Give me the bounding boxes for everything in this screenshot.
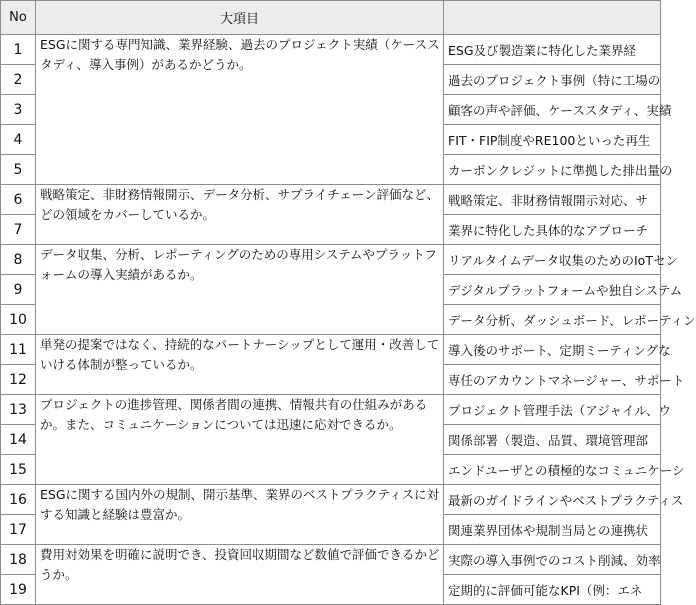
header-category[interactable]: 大項目 bbox=[36, 1, 444, 35]
row-number[interactable]: 13 bbox=[1, 395, 36, 425]
detail-cell[interactable]: 定期的に評価可能なKPI（例：エネ bbox=[444, 575, 661, 605]
category-cell[interactable]: 単発の提案ではなく、持続的なパートナーシップとして運用・改善していける体制が整っているか。 bbox=[36, 335, 444, 395]
category-cell[interactable]: 戦略策定、非財務情報開示、データ分析、サプライチェーン評価など、どの領域をカバーしているか。 bbox=[36, 185, 444, 245]
detail-cell[interactable]: エンドユーザとの積極的なコミュニケーシ bbox=[444, 455, 661, 485]
detail-cell[interactable]: カーボンクレジットに準拠した排出量の bbox=[444, 155, 661, 185]
detail-cell[interactable]: 過去のプロジェクト事例（特に工場の bbox=[444, 65, 661, 95]
row-number[interactable]: 12 bbox=[1, 365, 36, 395]
detail-cell[interactable]: 関係部署（製造、品質、環境管理部 bbox=[444, 425, 661, 455]
row-number[interactable]: 7 bbox=[1, 215, 36, 245]
detail-cell[interactable]: 顧客の声や評価、ケーススタディ、実績 bbox=[444, 95, 661, 125]
detail-cell[interactable]: プロジェクト管理手法（アジャイル、ウ bbox=[444, 395, 661, 425]
detail-cell[interactable]: 最新のガイドラインやベストプラクティス bbox=[444, 485, 661, 515]
row-number[interactable]: 16 bbox=[1, 485, 36, 515]
row-number[interactable]: 18 bbox=[1, 545, 36, 575]
header-detail[interactable] bbox=[444, 1, 661, 35]
category-cell[interactable]: ESGに関する専門知識、業界経験、過去のプロジェクト実績（ケーススタディ、導入事例）があるかどうか。 bbox=[36, 35, 444, 185]
detail-cell[interactable]: 導入後のサポート、定期ミーティングな bbox=[444, 335, 661, 365]
row-number[interactable]: 9 bbox=[1, 275, 36, 305]
detail-cell[interactable]: データ分析、ダッシュボード、レポーティン bbox=[444, 305, 661, 335]
detail-cell[interactable]: リアルタイムデータ収集のためのIoTセン bbox=[444, 245, 661, 275]
row-number[interactable]: 14 bbox=[1, 425, 36, 455]
row-number[interactable]: 1 bbox=[1, 35, 36, 65]
category-cell[interactable]: 費用対効果を明確に説明でき、投資回収期間など数値で評価できるかどうか。 bbox=[36, 545, 444, 605]
detail-cell[interactable]: デジタルプラットフォームや独自システム bbox=[444, 275, 661, 305]
detail-cell[interactable]: ESG及び製造業に特化した業界経 bbox=[444, 35, 661, 65]
category-cell[interactable]: データ収集、分析、レポーティングのための専用システムやプラットフォームの導入実績があるか。 bbox=[36, 245, 444, 335]
header-no[interactable]: No bbox=[1, 1, 36, 35]
detail-cell[interactable]: 実際の導入事例でのコスト削減、効率 bbox=[444, 545, 661, 575]
row-number[interactable]: 17 bbox=[1, 515, 36, 545]
detail-cell[interactable]: 戦略策定、非財務情報開示対応、サ bbox=[444, 185, 661, 215]
row-number[interactable]: 15 bbox=[1, 455, 36, 485]
row-number[interactable]: 11 bbox=[1, 335, 36, 365]
row-number[interactable]: 6 bbox=[1, 185, 36, 215]
detail-cell[interactable]: FIT・FIP制度やRE100といった再生 bbox=[444, 125, 661, 155]
table-row bbox=[1, 395, 661, 425]
category-cell[interactable]: ESGに関する国内外の規制、開示基準、業界のベストプラクティスに対する知識と経験は豊富か。 bbox=[36, 485, 444, 545]
detail-cell[interactable]: 業界に特化した具体的なアプローチ bbox=[444, 215, 661, 245]
table-row bbox=[1, 335, 661, 365]
row-number[interactable]: 10 bbox=[1, 305, 36, 335]
table-row bbox=[1, 35, 661, 65]
table-row bbox=[1, 485, 661, 515]
row-number[interactable]: 5 bbox=[1, 155, 36, 185]
row-number[interactable]: 4 bbox=[1, 125, 36, 155]
row-number[interactable]: 8 bbox=[1, 245, 36, 275]
table-row bbox=[1, 245, 661, 275]
header-row bbox=[1, 1, 661, 35]
category-cell[interactable]: プロジェクトの進捗管理、関係者間の連携、情報共有の仕組みがあるか。また、コミュニケーションについては迅速に応対できるか。 bbox=[36, 395, 444, 485]
row-number[interactable]: 3 bbox=[1, 95, 36, 125]
table-row bbox=[1, 185, 661, 215]
row-number[interactable]: 19 bbox=[1, 575, 36, 605]
detail-cell[interactable]: 関連業界団体や規制当局との連携状 bbox=[444, 515, 661, 545]
row-number[interactable]: 2 bbox=[1, 65, 36, 95]
table-row bbox=[1, 545, 661, 575]
detail-cell[interactable]: 専任のアカウントマネージャー、サポート bbox=[444, 365, 661, 395]
